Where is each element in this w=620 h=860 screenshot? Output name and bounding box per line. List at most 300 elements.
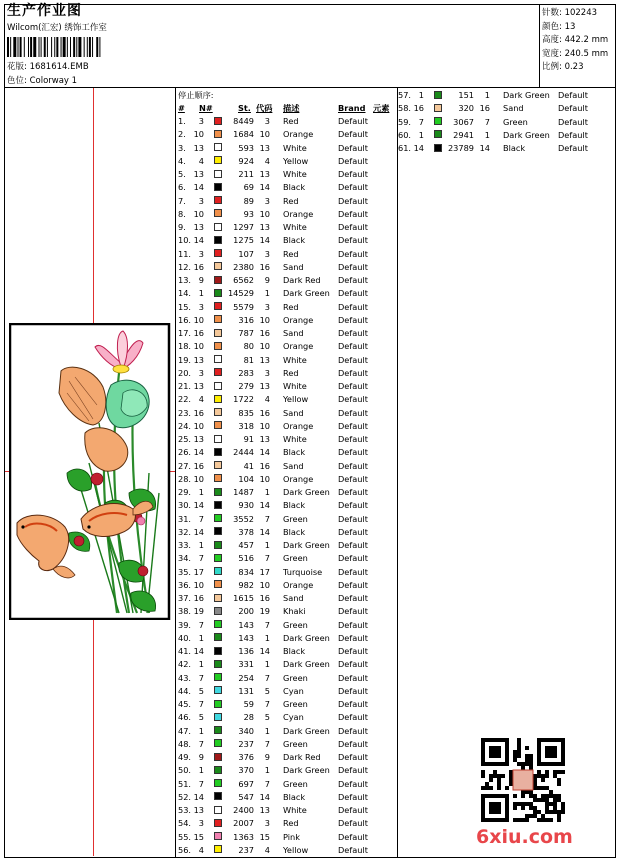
row-brand: Default: [338, 394, 368, 405]
row-needle: 4: [198, 844, 204, 855]
row-brand: Default: [558, 90, 588, 100]
row-color-code: 1: [264, 487, 270, 497]
row-index: 9.: [178, 222, 186, 232]
row-needle: 14: [193, 447, 204, 458]
row-stitch-count: 8449: [233, 116, 254, 126]
row-brand: Default: [338, 420, 368, 431]
row-index: 7.: [178, 195, 186, 206]
row-color-code: 14: [259, 235, 270, 246]
row-color-code: 14: [259, 646, 270, 656]
row-color-description: Orange: [283, 129, 314, 140]
row-stitch-count: 697: [238, 778, 254, 789]
row-color-description: Red: [283, 367, 299, 378]
row-color-description: Pink: [283, 831, 300, 842]
row-stitch-count: 331: [238, 659, 254, 670]
row-color-description: Red: [283, 818, 299, 829]
row-brand: Default: [338, 328, 368, 338]
colorway-label: 色位: Colorway 1: [7, 76, 78, 86]
row-stitch-count: 834: [238, 566, 254, 577]
row-color-description: White: [283, 169, 307, 179]
row-color-code: 13: [259, 142, 270, 153]
color-swatch: [214, 554, 222, 562]
row-needle: 13: [193, 434, 204, 444]
color-swatch: [214, 130, 222, 138]
row-stitch-count: 593: [238, 142, 254, 153]
row-index: 6.: [178, 182, 186, 193]
row-index: 30.: [178, 500, 192, 511]
row-brand: Default: [338, 619, 368, 630]
row-needle: 16: [193, 460, 204, 471]
row-stitch-count: 2400: [233, 805, 254, 815]
row-color-code: 14: [259, 500, 270, 511]
row-brand: Default: [338, 129, 368, 140]
row-needle: 16: [193, 328, 204, 338]
row-color-code: 13: [259, 381, 270, 391]
row-needle: 16: [193, 407, 204, 418]
row-brand: Default: [338, 261, 368, 272]
row-needle: 10: [193, 314, 204, 325]
color-swatch: [214, 514, 222, 522]
spec-line: 比例: 0.23: [542, 62, 584, 72]
row-stitch-count: 3552: [233, 513, 254, 524]
row-color-code: 17: [259, 566, 270, 577]
row-color-code: 10: [259, 314, 270, 325]
row-color-description: Dark Green: [283, 632, 330, 643]
row-index: 55.: [178, 831, 192, 842]
row-stitch-count: 200: [238, 606, 254, 617]
row-color-code: 9: [264, 752, 270, 762]
row-color-code: 14: [259, 447, 270, 458]
row-index: 42.: [178, 659, 192, 670]
row-index: 33.: [178, 540, 192, 550]
color-swatch: [214, 647, 222, 655]
row-brand: Default: [338, 301, 368, 312]
row-color-code: 16: [259, 328, 270, 338]
page-title: 生产作业图: [7, 3, 82, 19]
row-color-code: 1: [264, 540, 270, 550]
row-color-code: 7: [264, 553, 270, 564]
row-color-code: 9: [264, 275, 270, 285]
color-swatch: [214, 792, 222, 800]
row-color-description: Orange: [283, 420, 314, 431]
color-swatch: [434, 91, 442, 99]
row-index: 47.: [178, 725, 192, 736]
row-needle: 4: [198, 155, 204, 166]
row-index: 39.: [178, 619, 192, 630]
row-brand: Default: [338, 208, 368, 219]
color-swatch: [214, 580, 222, 588]
row-brand: Default: [338, 712, 368, 723]
row-needle: 13: [193, 169, 204, 179]
row-brand: Default: [338, 248, 368, 259]
row-color-description: Dark Green: [283, 487, 330, 497]
row-stitch-count: 376: [238, 752, 254, 762]
row-index: 44.: [178, 685, 192, 696]
row-color-description: Dark Green: [283, 288, 330, 299]
row-index: 10.: [178, 235, 192, 246]
row-stitch-count: 2380: [233, 261, 254, 272]
row-index: 36.: [178, 579, 192, 590]
row-brand: Default: [338, 593, 368, 603]
row-needle: 1: [198, 540, 204, 550]
design-file-label: 花版: 1681614.EMB: [7, 62, 89, 72]
row-needle: 13: [193, 354, 204, 365]
row-color-code: 3: [264, 195, 270, 206]
row-stitch-count: 378: [238, 526, 254, 537]
row-color-description: Black: [283, 791, 306, 802]
row-color-code: 7: [264, 738, 270, 749]
row-index: 20.: [178, 367, 192, 378]
row-stitch-count: 320: [458, 103, 474, 114]
row-needle: 14: [193, 526, 204, 537]
row-color-code: 1: [264, 659, 270, 670]
row-color-description: Khaki: [283, 606, 306, 617]
row-stitch-count: 151: [458, 90, 474, 100]
row-color-description: Red: [283, 248, 299, 259]
row-color-description: Dark Red: [283, 752, 321, 762]
row-brand: Default: [338, 314, 368, 325]
row-stitch-count: 143: [238, 619, 254, 630]
row-color-description: Green: [283, 738, 308, 749]
row-brand: Default: [338, 818, 368, 829]
row-color-description: Sand: [283, 460, 304, 471]
row-needle: 13: [193, 381, 204, 391]
row-index: 13.: [178, 275, 192, 285]
color-swatch: [214, 567, 222, 575]
row-stitch-count: 835: [238, 407, 254, 418]
color-swatch: [214, 170, 222, 178]
row-stitch-count: 370: [238, 765, 254, 776]
row-stitch-count: 14529: [227, 288, 254, 299]
row-brand: Default: [338, 407, 368, 418]
row-needle: 9: [198, 752, 204, 762]
row-stitch-count: 316: [238, 314, 254, 325]
row-color-code: 13: [259, 169, 270, 179]
row-stitch-count: 982: [238, 579, 254, 590]
row-color-description: Black: [283, 526, 306, 537]
row-brand: Default: [338, 765, 368, 776]
row-color-description: Dark Red: [283, 275, 321, 285]
row-brand: Default: [338, 182, 368, 193]
row-color-code: 13: [259, 354, 270, 365]
row-stitch-count: 1487: [233, 487, 254, 497]
row-stitch-count: 5579: [233, 301, 254, 312]
row-needle: 17: [193, 566, 204, 577]
row-brand: Default: [338, 354, 368, 365]
embroidery-design-preview: [9, 323, 171, 620]
row-index: 14.: [178, 288, 192, 299]
row-index: 41.: [178, 646, 192, 656]
row-stitch-count: 107: [238, 248, 254, 259]
color-swatch: [434, 144, 442, 152]
row-stitch-count: 143: [238, 632, 254, 643]
color-swatch: [434, 104, 442, 112]
row-index: 53.: [178, 805, 192, 815]
row-color-description: Orange: [283, 341, 314, 352]
row-brand: Default: [338, 646, 368, 656]
row-needle: 9: [198, 275, 204, 285]
row-brand: Default: [558, 129, 588, 140]
row-color-code: 5: [264, 685, 270, 696]
row-color-description: Black: [283, 646, 306, 656]
row-index: 23.: [178, 407, 192, 418]
row-color-code: 7: [264, 619, 270, 630]
row-index: 27.: [178, 460, 192, 471]
row-stitch-count: 80: [243, 341, 254, 352]
row-index: 37.: [178, 593, 192, 603]
row-needle: 3: [198, 248, 204, 259]
row-brand: Default: [338, 275, 368, 285]
row-color-description: Green: [283, 619, 308, 630]
row-color-description: Cyan: [283, 712, 304, 723]
watermark-text: 6xiu.com: [476, 826, 573, 848]
row-stitch-count: 41: [243, 460, 254, 471]
row-color-code: 16: [259, 407, 270, 418]
color-swatch: [214, 739, 222, 747]
row-index: 48.: [178, 738, 192, 749]
row-needle: 1: [198, 725, 204, 736]
spec-line: 颜色: 13: [542, 21, 576, 32]
color-swatch: [214, 845, 222, 853]
row-needle: 13: [193, 222, 204, 232]
color-swatch: [214, 408, 222, 416]
row-stitch-count: 787: [238, 328, 254, 338]
row-brand: Default: [558, 116, 588, 127]
row-brand: Default: [338, 725, 368, 736]
row-color-description: Orange: [283, 473, 314, 484]
row-needle: 14: [193, 791, 204, 802]
row-needle: 1: [198, 765, 204, 776]
row-brand: Default: [338, 473, 368, 484]
row-brand: Default: [338, 116, 368, 126]
row-brand: Default: [338, 447, 368, 458]
row-color-description: Green: [283, 672, 308, 683]
color-swatch: [214, 448, 222, 456]
row-color-code: 14: [259, 791, 270, 802]
row-brand: Default: [338, 738, 368, 749]
row-index: 8.: [178, 208, 186, 219]
row-needle: 10: [193, 579, 204, 590]
row-brand: Default: [338, 831, 368, 842]
row-color-code: 16: [259, 261, 270, 272]
row-color-description: Turquoise: [283, 566, 323, 577]
row-color-description: White: [283, 381, 307, 391]
row-index: 22.: [178, 394, 192, 405]
color-swatch: [214, 156, 222, 164]
row-needle: 10: [193, 341, 204, 352]
color-swatch: [214, 501, 222, 509]
row-color-code: 16: [479, 103, 490, 114]
row-index: 46.: [178, 712, 192, 723]
color-swatch: [214, 315, 222, 323]
row-stitch-count: 254: [238, 672, 254, 683]
row-brand: Default: [338, 513, 368, 524]
row-needle: 3: [198, 818, 204, 829]
spec-line: 高度: 442.2 mm: [542, 35, 609, 45]
row-color-description: Dark Green: [503, 129, 550, 140]
row-color-description: Yellow: [283, 155, 309, 166]
color-swatch: [434, 130, 442, 138]
row-color-description: Green: [283, 513, 308, 524]
row-brand: Default: [338, 235, 368, 246]
row-color-code: 3: [264, 367, 270, 378]
row-needle: 10: [193, 420, 204, 431]
row-index: 3.: [178, 142, 186, 153]
row-needle: 7: [198, 553, 204, 564]
row-brand: Default: [338, 526, 368, 537]
row-stitch-count: 1722: [233, 394, 254, 405]
row-index: 18.: [178, 341, 192, 352]
row-index: 34.: [178, 553, 192, 564]
row-stitch-count: 2941: [453, 129, 474, 140]
row-color-description: Green: [283, 699, 308, 709]
row-needle: 3: [198, 195, 204, 206]
color-swatch: [214, 355, 222, 363]
row-color-code: 7: [264, 513, 270, 524]
row-brand: Default: [338, 844, 368, 855]
row-color-code: 15: [259, 831, 270, 842]
row-color-code: 1: [264, 632, 270, 643]
row-needle: 1: [198, 659, 204, 670]
row-index: 12.: [178, 261, 192, 272]
row-needle: 7: [198, 738, 204, 749]
row-color-code: 1: [264, 725, 270, 736]
row-color-description: Black: [283, 500, 306, 511]
row-color-description: White: [283, 142, 307, 153]
row-needle: 3: [198, 116, 204, 126]
row-index: 43.: [178, 672, 192, 683]
row-color-code: 7: [484, 116, 490, 127]
row-color-code: 1: [264, 765, 270, 776]
row-brand: Default: [338, 460, 368, 471]
row-index: 19.: [178, 354, 192, 365]
row-needle: 3: [198, 367, 204, 378]
row-brand: Default: [338, 805, 368, 815]
row-color-code: 3: [264, 248, 270, 259]
color-swatch: [214, 382, 222, 390]
row-stitch-count: 1275: [233, 235, 254, 246]
row-color-code: 1: [484, 129, 490, 140]
col-header-code: 代码: [256, 103, 273, 113]
row-stitch-count: 3067: [453, 116, 474, 127]
row-color-code: 3: [264, 116, 270, 126]
color-swatch: [214, 779, 222, 787]
row-stitch-count: 59: [243, 699, 254, 709]
row-color-description: Sand: [503, 103, 524, 114]
row-color-description: Dark Green: [283, 765, 330, 776]
col-header-brand: Brand: [338, 103, 366, 113]
row-stitch-count: 283: [238, 367, 254, 378]
row-index: 45.: [178, 699, 192, 709]
row-needle: 14: [193, 182, 204, 193]
row-brand: Default: [338, 341, 368, 352]
row-color-description: Green: [503, 116, 528, 127]
row-index: 61.: [398, 143, 412, 153]
row-brand: Default: [338, 553, 368, 564]
color-swatch: [214, 342, 222, 350]
row-index: 59.: [398, 116, 412, 127]
row-color-description: Orange: [283, 208, 314, 219]
color-swatch: [214, 488, 222, 496]
row-color-code: 1: [264, 288, 270, 299]
row-index: 35.: [178, 566, 192, 577]
row-index: 1.: [178, 116, 186, 126]
row-color-description: Black: [283, 235, 306, 246]
row-stitch-count: 1297: [233, 222, 254, 232]
row-needle: 1: [418, 129, 424, 140]
row-brand: Default: [338, 434, 368, 444]
row-color-description: Black: [283, 182, 306, 193]
row-color-code: 1: [484, 90, 490, 100]
row-stitch-count: 211: [238, 169, 254, 179]
row-stitch-count: 91: [243, 434, 254, 444]
row-color-code: 5: [264, 712, 270, 723]
row-stitch-count: 81: [243, 354, 254, 365]
row-stitch-count: 93: [243, 208, 254, 219]
row-color-code: 10: [259, 579, 270, 590]
row-color-code: 13: [259, 434, 270, 444]
row-color-description: Dark Green: [283, 659, 330, 670]
row-color-description: Dark Green: [283, 540, 330, 550]
row-color-description: Red: [283, 116, 299, 126]
row-color-code: 14: [259, 182, 270, 193]
color-swatch: [214, 700, 222, 708]
color-swatch: [214, 196, 222, 204]
qr-code-image: [481, 738, 565, 822]
color-swatch: [214, 753, 222, 761]
row-needle: 7: [418, 116, 424, 127]
row-color-code: 7: [264, 778, 270, 789]
color-swatch: [214, 209, 222, 217]
col-header-index: #: [178, 103, 185, 113]
row-color-description: Sand: [283, 328, 304, 338]
row-index: 24.: [178, 420, 192, 431]
color-swatch: [214, 713, 222, 721]
row-stitch-count: 924: [238, 155, 254, 166]
row-color-code: 16: [259, 593, 270, 603]
color-swatch: [214, 660, 222, 668]
row-stitch-count: 547: [238, 791, 254, 802]
row-needle: 7: [198, 513, 204, 524]
row-needle: 14: [193, 235, 204, 246]
color-swatch: [214, 474, 222, 482]
row-needle: 10: [193, 473, 204, 484]
row-color-code: 16: [259, 460, 270, 471]
row-index: 32.: [178, 526, 192, 537]
row-brand: Default: [338, 222, 368, 232]
color-swatch: [214, 594, 222, 602]
color-swatch: [214, 329, 222, 337]
row-index: 17.: [178, 328, 192, 338]
row-index: 21.: [178, 381, 192, 391]
row-index: 38.: [178, 606, 192, 617]
row-index: 49.: [178, 752, 192, 762]
row-brand: Default: [338, 142, 368, 153]
row-stitch-count: 318: [238, 420, 254, 431]
row-color-code: 10: [259, 473, 270, 484]
row-color-description: Sand: [283, 593, 304, 603]
row-color-code: 13: [259, 222, 270, 232]
row-color-code: 10: [259, 129, 270, 140]
color-swatch: [214, 620, 222, 628]
row-color-code: 10: [259, 420, 270, 431]
color-swatch: [214, 421, 222, 429]
row-color-description: Green: [283, 778, 308, 789]
row-color-description: Red: [283, 301, 299, 312]
row-needle: 5: [198, 712, 204, 723]
col-header-stitches: St.: [238, 103, 251, 113]
row-index: 50.: [178, 765, 192, 776]
